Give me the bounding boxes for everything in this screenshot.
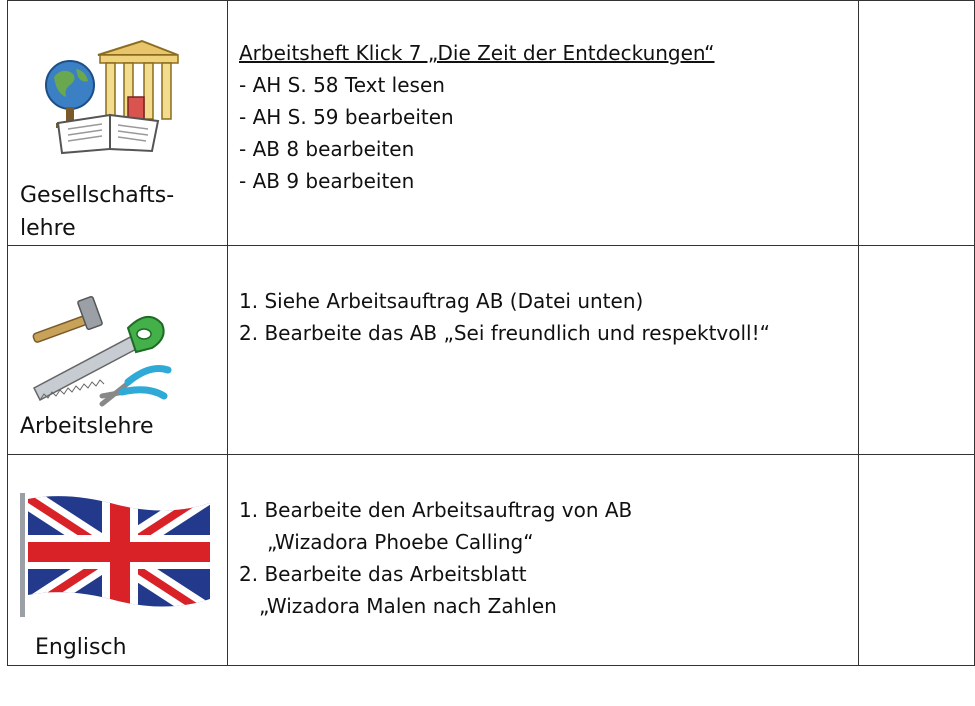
- globe-temple-book-icon: [40, 37, 180, 155]
- task-list: [239, 494, 858, 622]
- list-item: - AH S. 58 Text lesen: [239, 73, 445, 97]
- table-row: [8, 1, 975, 246]
- assignment-table: [7, 0, 975, 666]
- list-item: 1. Bearbeite den Arbeitsauftrag von AB: [239, 498, 633, 522]
- task-list: [239, 69, 858, 197]
- list-item: „Wizadora Phoebe Calling“: [267, 530, 534, 554]
- subject-cell: [8, 1, 228, 246]
- subject-cell: [8, 246, 228, 455]
- task-cell: [228, 246, 859, 455]
- list-item: 2. Bearbeite das Arbeitsblatt: [239, 562, 527, 586]
- table-row: [8, 246, 975, 455]
- subject-label: Arbeitslehre: [20, 414, 154, 439]
- uk-flag-icon: [14, 489, 214, 619]
- list-item: „Wizadora Malen nach Zahlen: [259, 594, 557, 618]
- list-item: - AB 8 bearbeiten: [239, 137, 415, 161]
- task-cell: [228, 1, 859, 246]
- subject-label: Englisch: [35, 635, 127, 660]
- empty-cell: [859, 455, 975, 666]
- list-item: 1. Siehe Arbeitsauftrag AB (Datei unten): [239, 289, 644, 313]
- subject-cell: [8, 455, 228, 666]
- task-cell: [228, 455, 859, 666]
- table-row: [8, 455, 975, 666]
- task-title: Arbeitsheft Klick 7 „Die Zeit der Entdeckungen“: [239, 41, 715, 65]
- empty-cell: [859, 246, 975, 455]
- subject-label: Gesellschafts- lehre: [20, 183, 175, 241]
- task-list: [239, 285, 858, 349]
- tools-icon: [24, 284, 174, 412]
- list-item: - AH S. 59 bearbeiten: [239, 105, 454, 129]
- empty-cell: [859, 1, 975, 246]
- list-item: - AB 9 bearbeiten: [239, 169, 415, 193]
- list-item: 2. Bearbeite das AB „Sei freundlich und respektvoll!“: [239, 321, 770, 345]
